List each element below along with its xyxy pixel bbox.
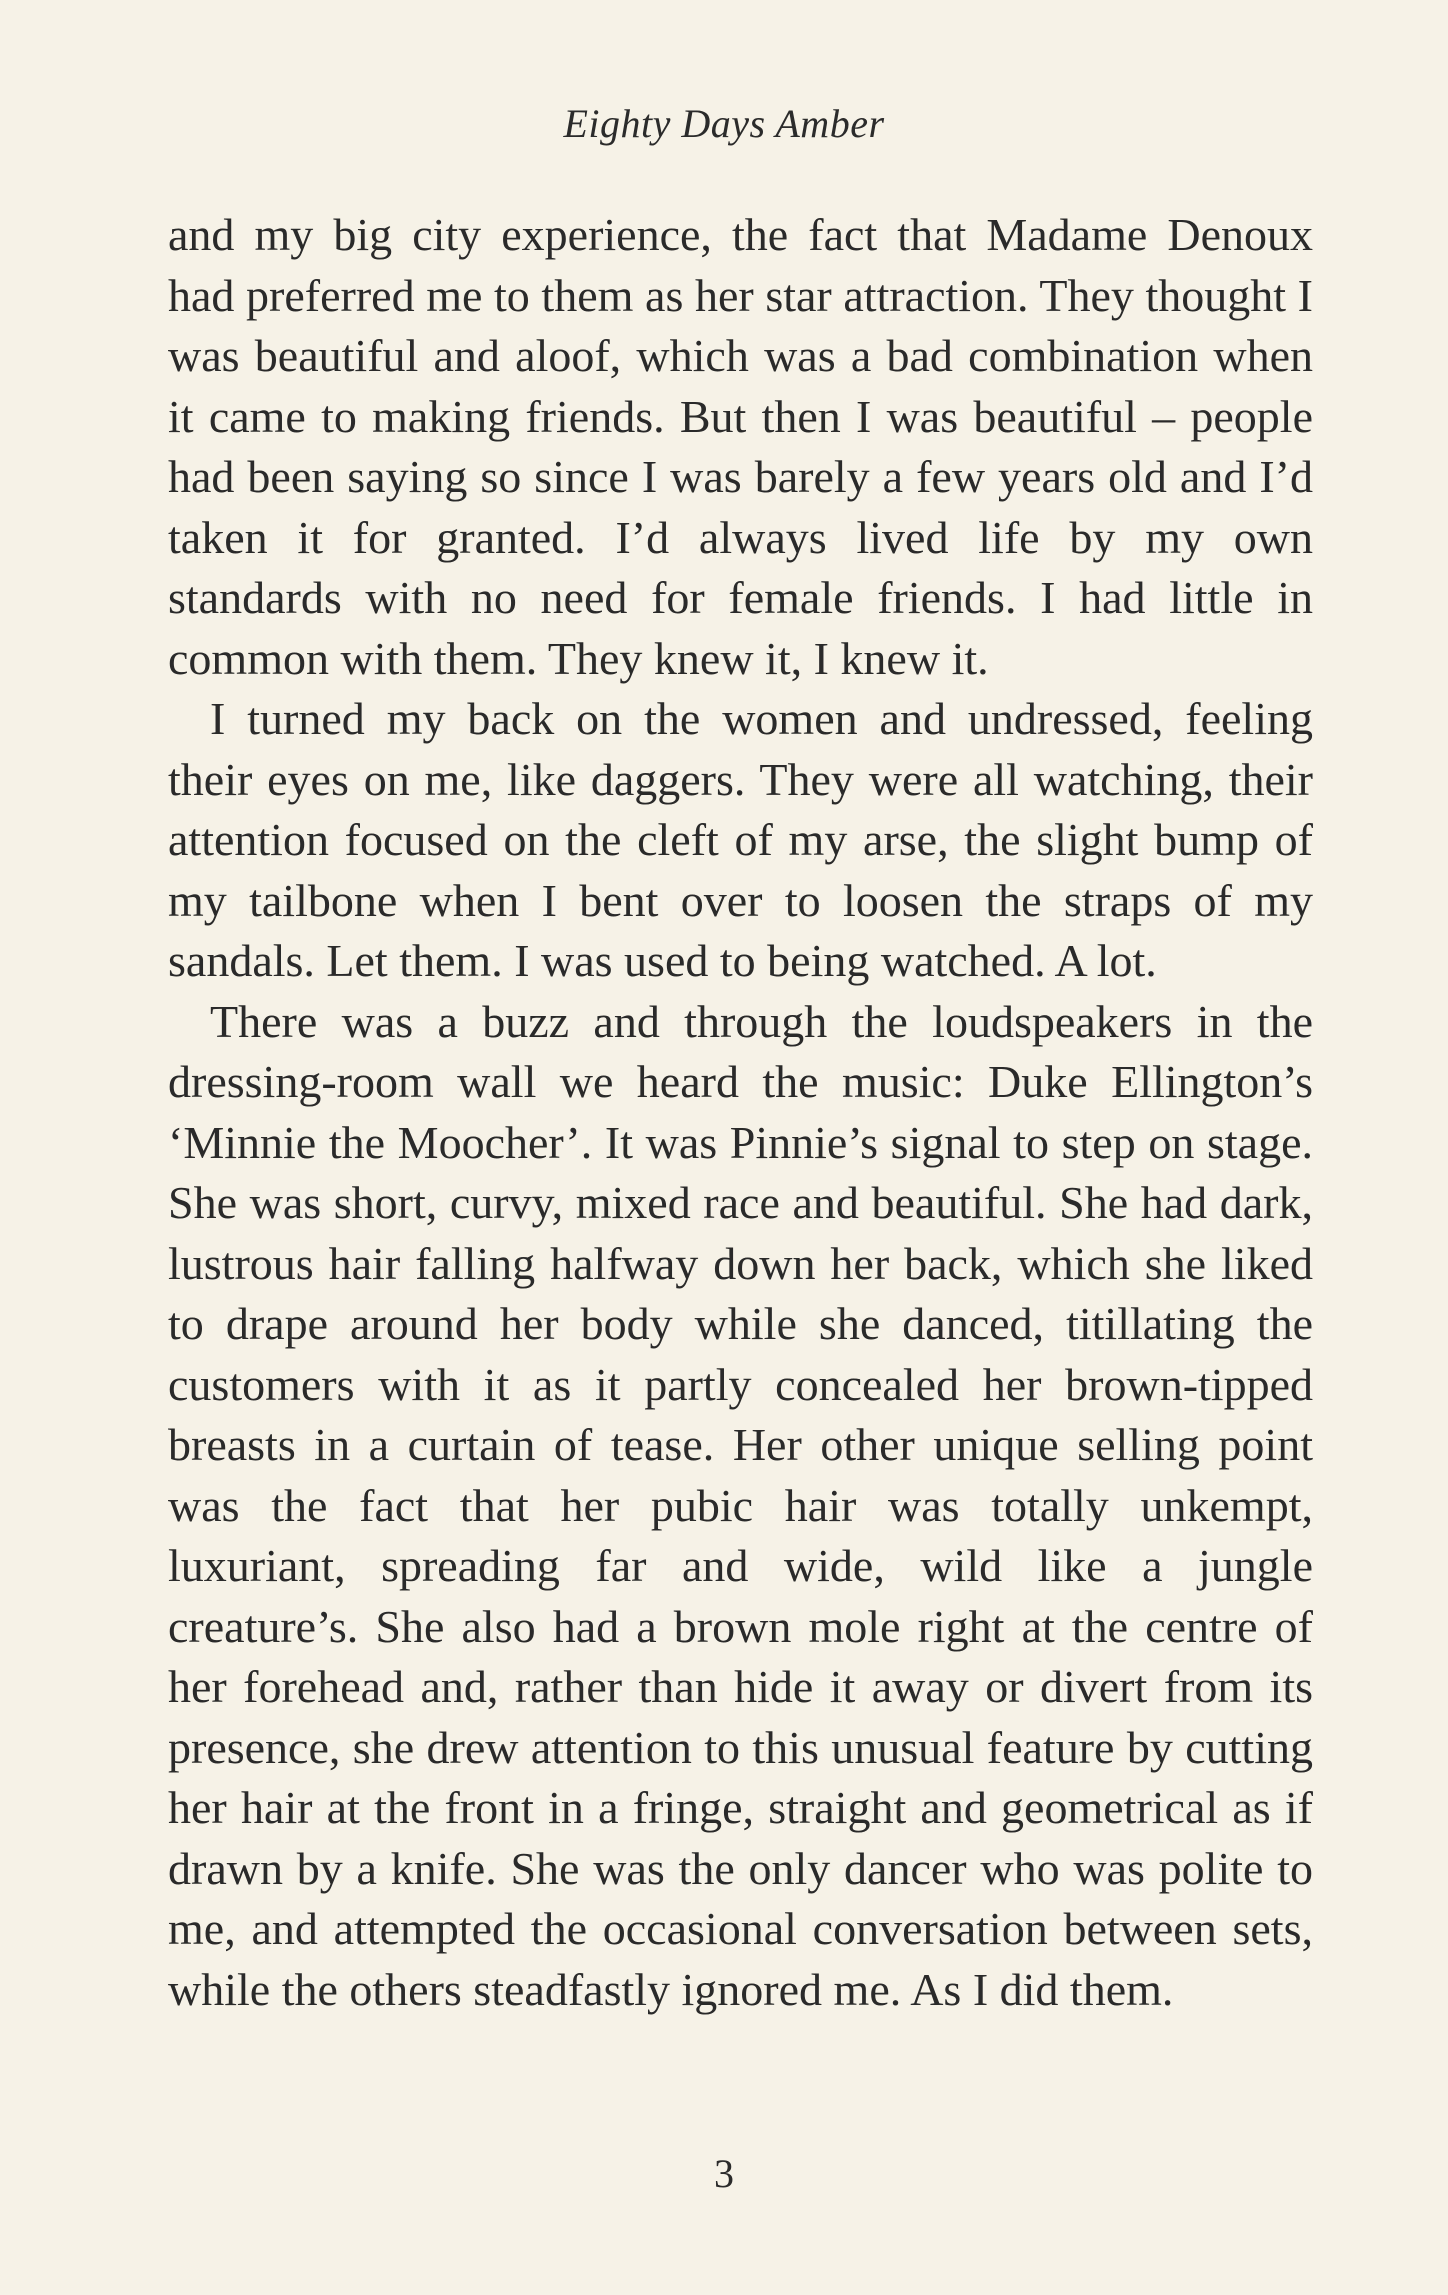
body-text <box>168 205 1313 2020</box>
paragraph-3: There was a buzz and through the loudspeakers in the dressing-room wall we heard the music: Duke Ellington’s ‘Minnie the Moocher’. It was Pinnie’s signal to step on stage. She was short, curvy, mixed race and beautiful. She had dark, lustrous hair falling halfway down her back, which she liked to drape around her body while she danced, titillating the customers with it as it partly concealed her brown-tipped breasts in a curtain of tease. Her other unique selling point was the fact that her pubic hair was totally unkempt, luxuriant, spreading far and wide, wild like a jungle creature’s. She also had a brown mole right at the centre of her forehead and, rather than hide it away or divert from its presence, she drew attention to this unusual feature by cutting her hair at the front in a fringe, straight and geometrical as if drawn by a knife. She was the only dancer who was polite to me, and attempted the occasional conversation between sets, while the others steadfastly ignored me. As I did them. <box>168 995 1313 2015</box>
paragraph-1: and my big city experience, the fact that Madame Denoux had preferred me to them as her star attraction. They thought I was beautiful and aloof, which was a bad combination when it came to making friends. But then I was beautiful – people had been saying so since I was barely a few years old and I’d taken it for granted. I’d always lived life by my own standards with no need for female friends. I had little in common with them. They knew it, I knew it. <box>168 209 1313 684</box>
running-head: Eighty Days Amber <box>563 101 885 146</box>
paragraph-2: I turned my back on the women and undressed, feeling their eyes on me, like daggers. They were all watching, their attention focused on the cleft of my arse, the slight bump of my tailbone when I bent over to loosen the straps of my sandals. Let them. I was used to being watched. A lot. <box>168 693 1313 986</box>
page-number: 3 <box>714 2151 734 2196</box>
